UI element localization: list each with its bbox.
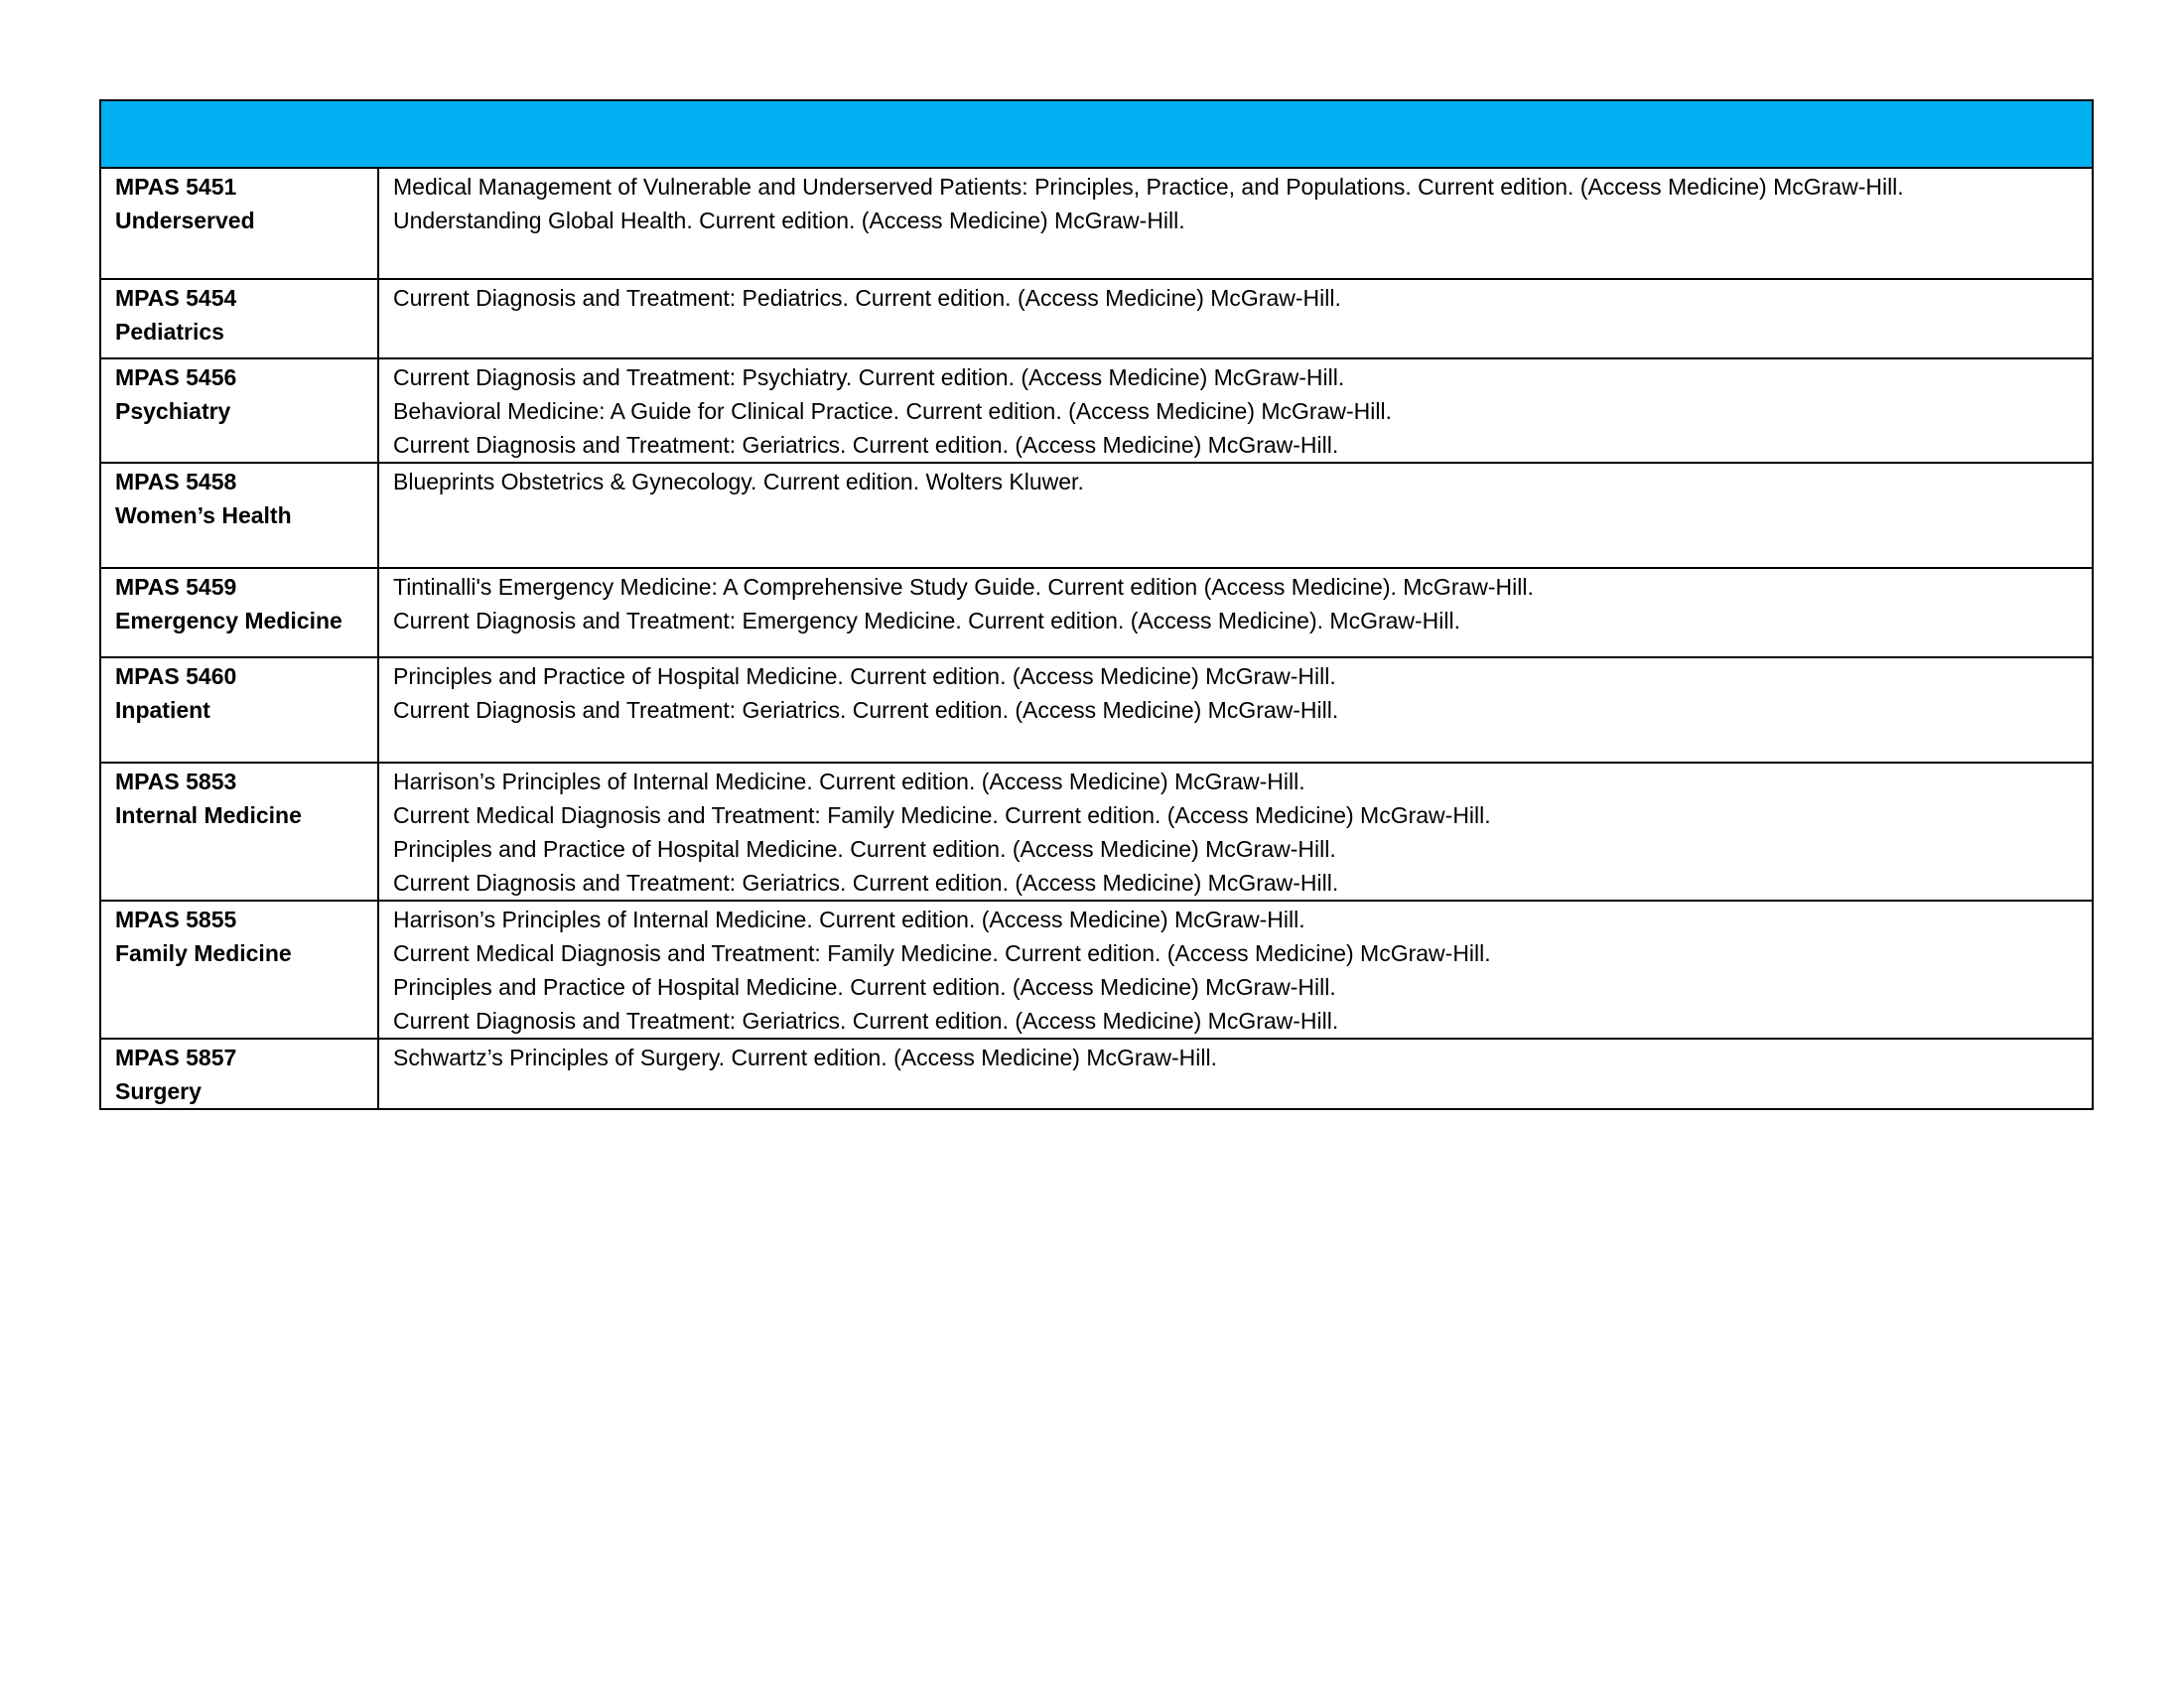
course-cell [100,358,378,463]
course-row [100,279,2093,358]
textbooks-cell [378,1039,2093,1109]
course-name: Family Medicine [115,940,292,966]
course-code: MPAS 5456 [115,364,237,390]
textbook-entry: Blueprints Obstetrics & Gynecology. Current edition. Wolters Kluwer. [393,469,1084,494]
course-row [100,1039,2093,1109]
course-cell [100,463,378,568]
textbooks-cell [378,901,2093,1039]
course-code: MPAS 5855 [115,907,237,932]
textbook-entry: Current Diagnosis and Treatment: Geriatrics. Current edition. (Access Medicine) McGraw-Hill. [393,1008,1339,1034]
course-cell [100,657,378,763]
course-name: Emergency Medicine [115,608,342,633]
textbook-entry: Current Diagnosis and Treatment: Emergency Medicine. Current edition. (Access Medicine). McGraw-Hill. [393,608,1461,633]
course-code: MPAS 5454 [115,285,237,311]
course-cell [100,568,378,657]
course-cell [100,168,378,279]
course-cell [100,279,378,358]
course-cell [100,763,378,901]
textbook-entry: Current Diagnosis and Treatment: Pediatrics. Current edition. (Access Medicine) McGraw-Hill. [393,285,1341,311]
textbook-entry: Schwartz’s Principles of Surgery. Current edition. (Access Medicine) McGraw-Hill. [393,1045,1217,1070]
course-name: Inpatient [115,697,210,723]
textbook-entry: Current Medical Diagnosis and Treatment: Family Medicine. Current edition. (Access Medicine) McGraw-Hill. [393,802,1491,828]
course-row [100,568,2093,657]
textbook-entry: Current Medical Diagnosis and Treatment: Family Medicine. Current edition. (Access Medicine) McGraw-Hill. [393,940,1491,966]
textbook-entry: Principles and Practice of Hospital Medicine. Current edition. (Access Medicine) McGraw-Hill. [393,663,1336,689]
textbooks-cell [378,568,2093,657]
course-code: MPAS 5458 [115,469,237,494]
header-band [100,100,2093,168]
course-name: Internal Medicine [115,802,302,828]
textbook-entry: Behavioral Medicine: A Guide for Clinical Practice. Current edition. (Access Medicine) McGraw-Hill. [393,398,1392,424]
textbook-entry: Harrison’s Principles of Internal Medicine. Current edition. (Access Medicine) McGraw-Hill. [393,769,1305,794]
course-row [100,168,2093,279]
course-code: MPAS 5459 [115,574,237,600]
course-code: MPAS 5857 [115,1045,237,1070]
course-name: Pediatrics [115,319,224,345]
course-code: MPAS 5451 [115,174,237,200]
header-band-row [100,100,2093,168]
course-name: Women’s Health [115,502,292,528]
textbook-entry: Principles and Practice of Hospital Medicine. Current edition. (Access Medicine) McGraw-Hill. [393,974,1336,1000]
course-cell [100,1039,378,1109]
textbooks-cell [378,657,2093,763]
textbooks-cell [378,358,2093,463]
course-name: Psychiatry [115,398,231,424]
table-body [100,100,2093,1109]
course-name: Surgery [115,1078,202,1104]
course-row [100,358,2093,463]
textbook-entry: Medical Management of Vulnerable and Underserved Patients: Principles, Practice, and Populations. Current edition. (Access Medicine) McGraw-Hill. [393,174,1904,200]
textbook-entry: Current Diagnosis and Treatment: Geriatrics. Current edition. (Access Medicine) McGraw-Hill. [393,870,1339,896]
course-row [100,463,2093,568]
textbook-entry: Current Diagnosis and Treatment: Geriatrics. Current edition. (Access Medicine) McGraw-Hill. [393,697,1339,723]
textbook-entry: Harrison’s Principles of Internal Medicine. Current edition. (Access Medicine) McGraw-Hill. [393,907,1305,932]
course-cell [100,901,378,1039]
textbook-entry: Current Diagnosis and Treatment: Geriatrics. Current edition. (Access Medicine) McGraw-Hill. [393,432,1339,458]
textbook-entry: Principles and Practice of Hospital Medicine. Current edition. (Access Medicine) McGraw-Hill. [393,836,1336,862]
textbooks-cell [378,168,2093,279]
course-code: MPAS 5853 [115,769,237,794]
textbook-entry: Current Diagnosis and Treatment: Psychiatry. Current edition. (Access Medicine) McGraw-Hill. [393,364,1345,390]
course-row [100,763,2093,901]
course-code: MPAS 5460 [115,663,237,689]
course-name: Underserved [115,208,255,233]
textbooks-cell [378,279,2093,358]
textbook-entry: Tintinalli's Emergency Medicine: A Comprehensive Study Guide. Current edition (Access Medicine). McGraw-Hill. [393,574,1534,600]
textbook-entry: Understanding Global Health. Current edition. (Access Medicine) McGraw-Hill. [393,208,1185,233]
course-row [100,657,2093,763]
textbook-table [99,99,2094,1110]
textbooks-cell [378,763,2093,901]
textbooks-cell [378,463,2093,568]
course-row [100,901,2093,1039]
